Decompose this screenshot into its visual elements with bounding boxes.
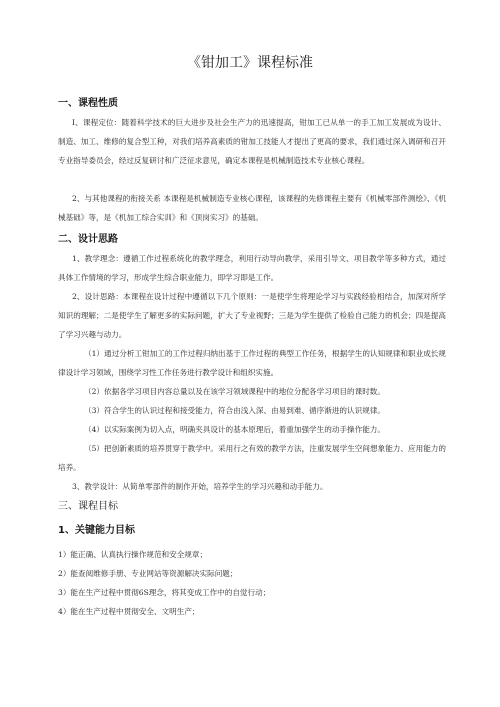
list-item-goal-1: 1）能正确、认真执行操作规范和安全规章； [58,550,208,559]
list-item-goal-3: 3）能在生产过程中贯彻6S理念，将其变成工作中的自觉行动； [58,588,271,597]
paragraph-course-positioning: Ⅰ、课程定位：随着科学技术的巨大进步及社会生产力的迅速提高，钳加工已从单一的手工加工发展成为设计、制造、加工、维修的复合型工种，对我们培养高素质的钳加工技能人才提出了更高的要求，我们通过深入调研和召开专业指导委员会，经过反复研讨和广泛征求意见，确定本课程是机械制造技术专业核心课程。 [58,118,446,165]
document-title: 《钳加工》课程标准 [187,55,313,71]
subheading-key-abilities: 1、关键能力目标 [58,525,135,536]
paragraph-design-point-5: （5）把创新素质的培养贯穿于教学中。采用行之有效的教学方法，注重发展学生空间想象能力、应用能力的培养。 [58,444,446,472]
paragraph-design-principles: 2、设计思路：本课程在设计过程中遵循以下几个原则：一是使学生将理论学习与实践经验相结合，加深对所学知识的理解；二是使学生了解更多的实际问题，扩大了专业视野；三是为学生提供了检验自己能力的机会；四是提高了学习兴趣与动力。 [58,292,446,339]
list-item-goal-4: 4）能在生产过程中贯彻安全、文明生产； [58,607,200,616]
section-heading-design-ideas: 二、设计思路 [58,234,118,245]
paragraph-design-point-4: （4）以实际案例为切入点，明确夹具设计的基本原理后，着重加强学生的动手操作能力。 [84,425,385,434]
section-heading-course-nature: 一、课程性质 [58,98,118,109]
paragraph-design-point-2: （2）依据各学习项目内容总量以及在该学习领域课程中的地位分配各学习项目的课时数。 [84,387,385,396]
section-heading-course-goals: 三、课程目标 [58,501,118,512]
paragraph-course-relations: 2、与其他课程的衔接关系 本课程是机械制造专业核心课程，该课程的先修课程主要有《机械零部件测绘》、《机械基础》等，是《机加工综合实训》和《顶岗实习》的基础。 [58,194,446,222]
paragraph-teaching-philosophy: 1、教学理念：遵循工作过程系统化的教学理念，利用行动导向教学，采用引导文、项目教学等多种方式，通过具体工作情境的学习，形成学生综合职业能力，即学习即是工作。 [58,254,446,282]
paragraph-design-point-3: （3）符合学生的认识过程和接受能力，符合由浅入深、由易到难、循序渐进的认识规律。 [84,406,385,415]
paragraph-teaching-design: 3、教学设计：从简单零部件的制作开始，培养学生的学习兴趣和动手能力。 [72,482,328,491]
list-item-goal-2: 2）能查阅维修手册、专业网站等资源解决实际问题； [58,569,238,578]
paragraph-design-point-1: （1）通过分析工钳加工的工作过程归纳出基于工作过程的典型工作任务，根据学生的认知规律和职业成长规律设计学习领域，围绕学习性工作任务进行教学设计和组织实施。 [58,349,446,377]
